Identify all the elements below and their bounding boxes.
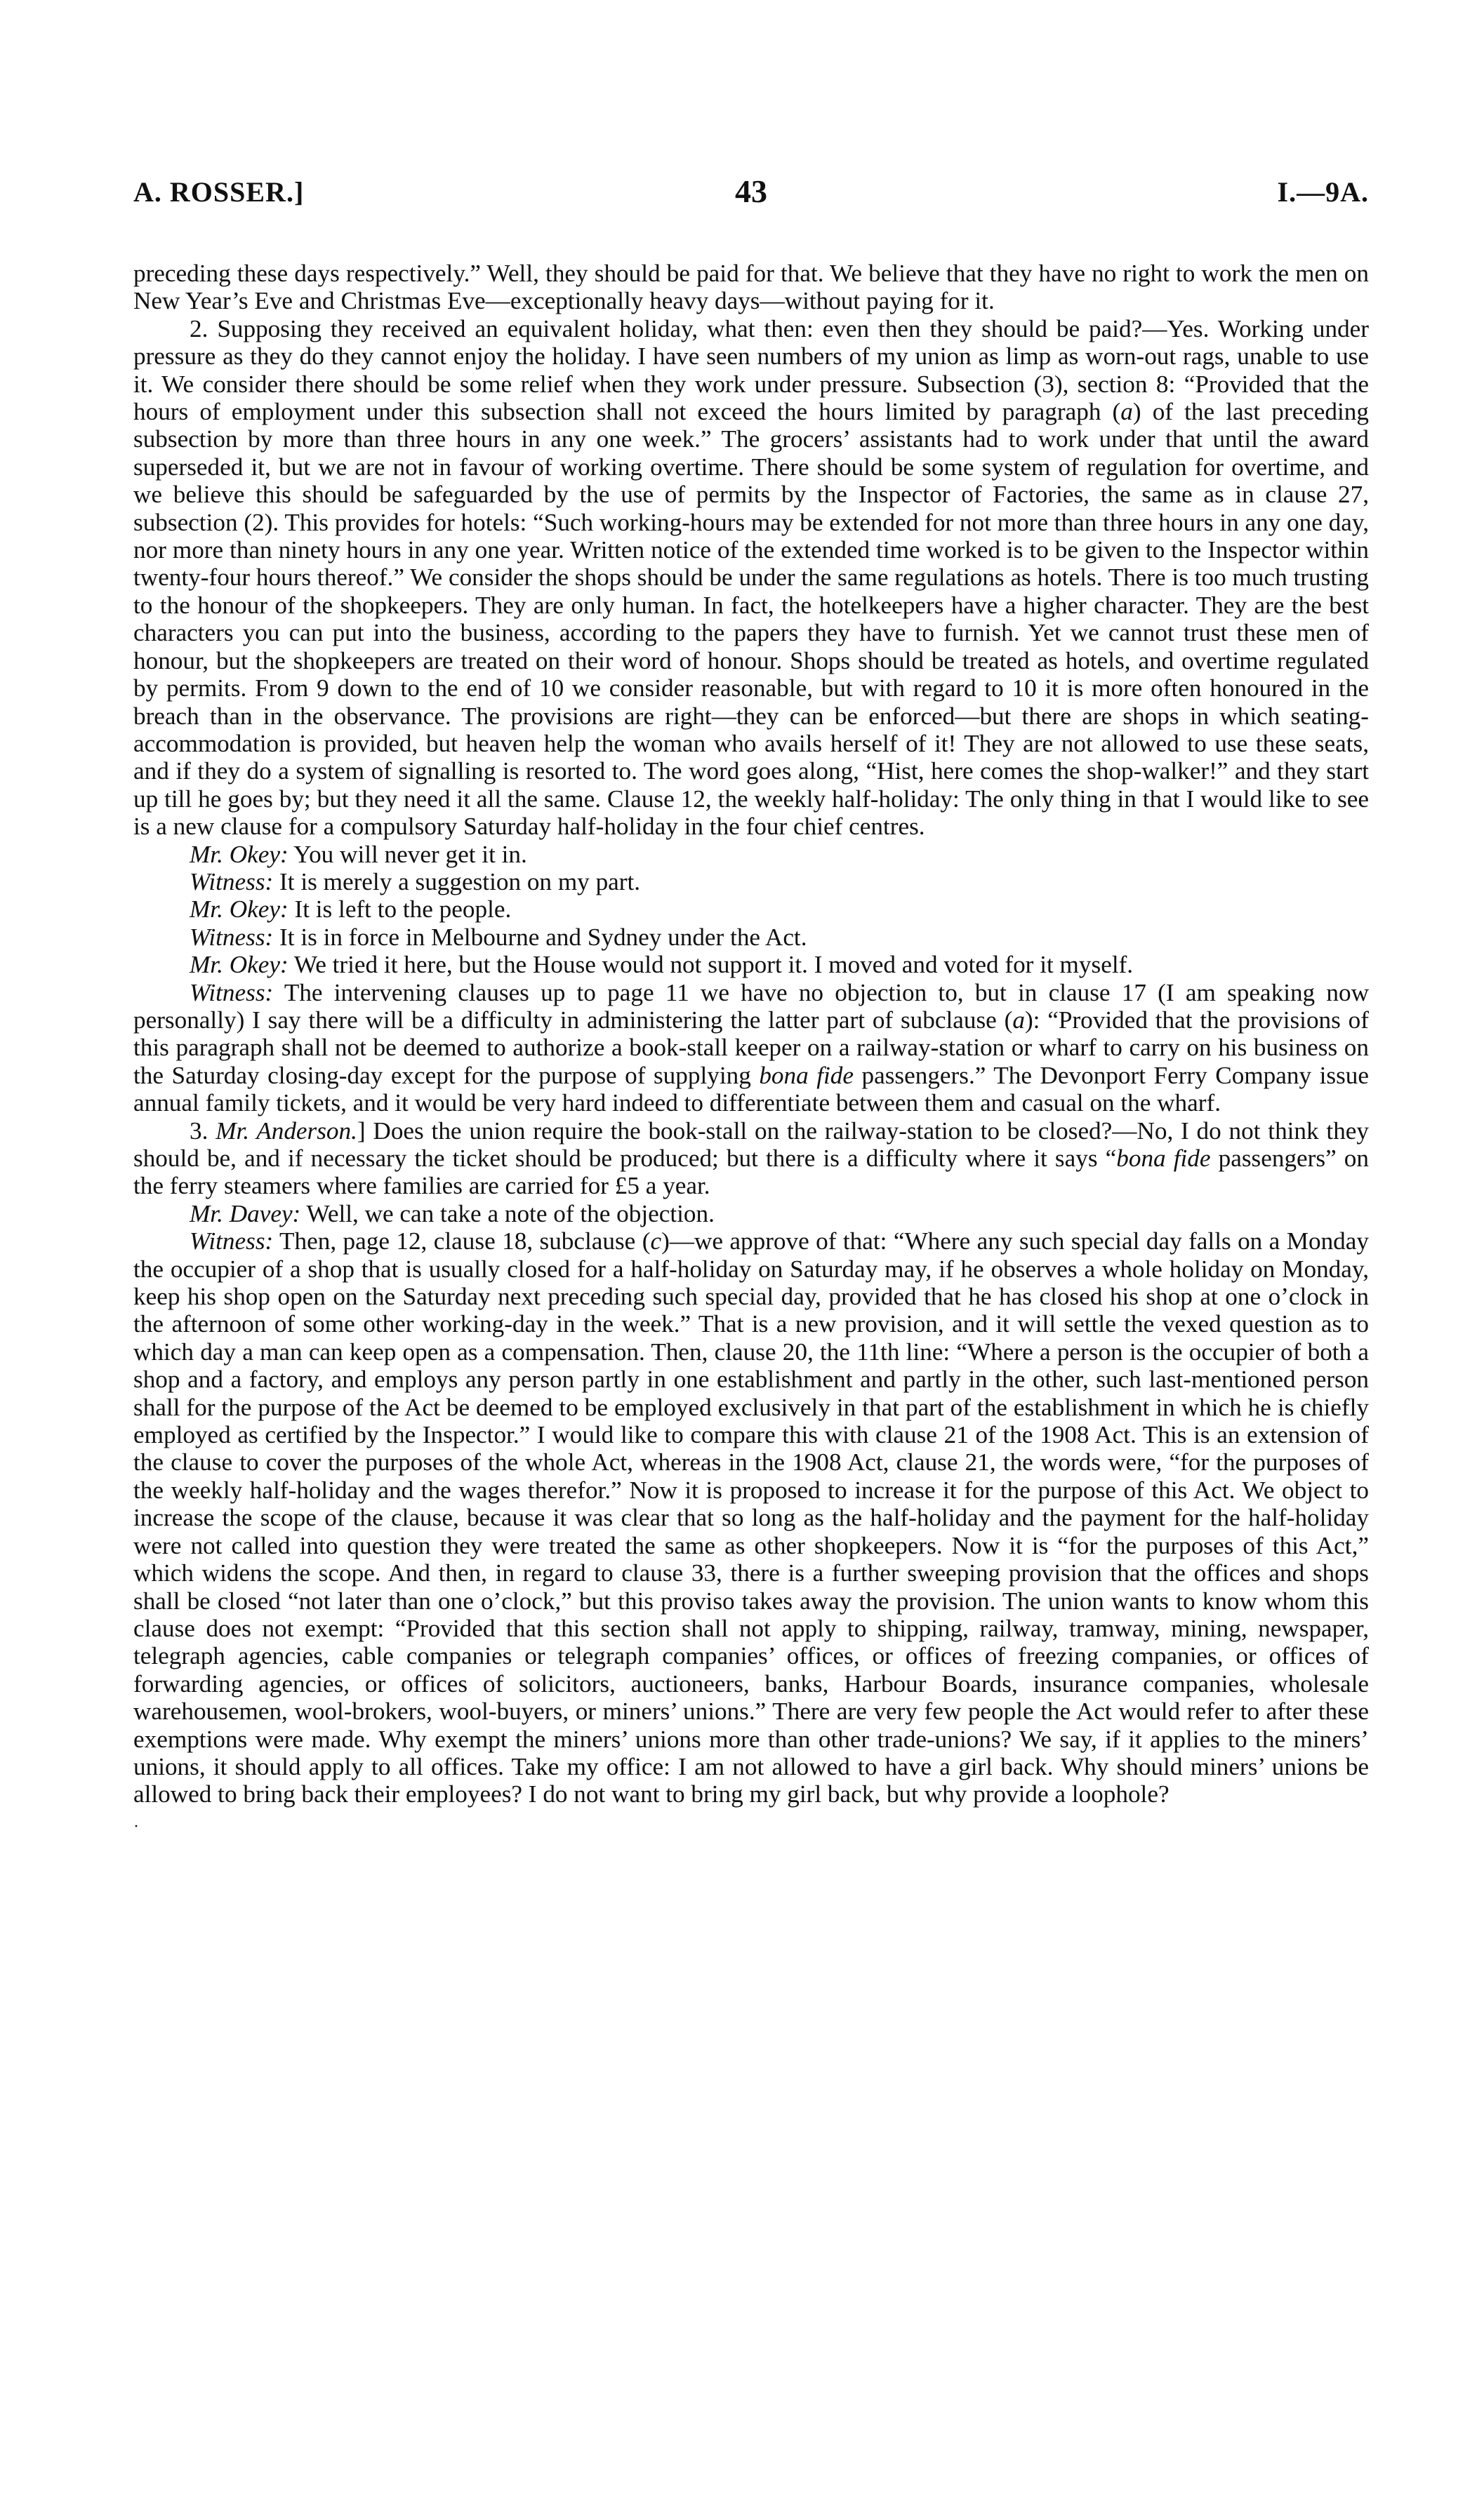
speaker-label: Witness:: [190, 867, 274, 895]
evidence-text: [133, 260, 1369, 1835]
dialogue-line: Mr. Okey: We tried it here, but the House would not support it. I moved and voted for it myself.: [190, 951, 1134, 979]
dialogue-line: Mr. Davey: Well, we can take a note of the objection.: [190, 1199, 715, 1227]
speaker-label: Mr. Okey:: [190, 951, 289, 979]
speaker-label: Mr. Davey:: [190, 1199, 301, 1227]
end-mark: ·: [133, 1817, 139, 1836]
paragraph-continued: preceding these days respectively.” Well, they should be paid for that. We believe that they have no right to work the men on New Year’s Eve and Christmas Eve—exceptionally heavy days—without paying for it.: [133, 260, 1369, 315]
dialogue-line: Witness: It is merely a suggestion on my part.: [190, 867, 641, 895]
paragraph-question-2: 2. Supposing they received an equivalent holiday, what then: even then they should be paid?—Yes. Working under pressure as they do they cannot enjoy the holiday. I have seen numbers of my union as limp as worn-out rags, unable to use it. We consider there should be some relief when they work under pressure. Subsection (3), section 8: “Provided that the hours of employment under this subsection shall not exceed the hours limited by paragraph (a) of the last preceding subsection by more than three hours in any one week.” The grocers’ assistants had to work under that until the award superseded it, but we are not in favour of working overtime. There should be some system of regulation for overtime, and we believe this should be safeguarded by the use of permits by the Inspector of Factories, the same as in clause 27, subsection (2). This provides for hotels: “Such working-hours may be extended for not more than three hours in any one day, nor more than ninety hours in any one year. Written notice of the extended time worked is to be given to the Inspector within twenty-four hours thereof.” We consider the shops should be under the same regulations as hotels. There is too much trusting to the honour of the shopkeepers. They are only human. In fact, the hotelkeepers have a higher character. They are the best characters you can put into the business, according to the papers they have to furnish. Yet we cannot trust these men of honour, but the shopkeepers are treated on their word of honour. Shops should be treated as hotels, and overtime regulated by permits. From 9 down to the end of 10 we consider reasonable, but with regard to 10 it is more often honoured in the breach than in the observance. The provisions are right—they can be enforced—but there are shops in which seating-accommodation is provided, but heaven help the woman who avails herself of it! They are not allowed to use these seats, and if they do a system of signalling is resorted to. The word goes along, “Hist, here comes the shop-walker!” and they start up till he goes by; but they need it all the same. Clause 12, the weekly half-holiday: The only thing in that I would like to see is a new clause for a compulsory Saturday half-holiday in the four chief centres.: [133, 314, 1369, 841]
dialogue-line: Mr. Okey: It is left to the people.: [190, 895, 512, 924]
paragraph-question-3: 3. Mr. Anderson.] Does the union require the book-stall on the railway-station to be closed?—No, I do not think they should be, and if necessary the ticket should be produced; but there is a difficulty where it says “bona fide passengers” on the ferry steamers where families are carried for £5 a year.: [133, 1116, 1369, 1200]
speaker-label: Witness:: [190, 978, 274, 1006]
header-paper-reference: I.—9A.: [1277, 176, 1369, 208]
document-page: [133, 175, 1369, 1835]
dialogue-line: Mr. Okey: You will never get it in.: [190, 840, 527, 868]
page-number: 43: [735, 173, 767, 209]
speaker-label: Witness:: [190, 1227, 274, 1255]
speaker-label: Mr. Okey:: [190, 840, 289, 868]
dialogue-line: Witness: It is in force in Melbourne and Sydney under the Act.: [190, 923, 807, 951]
dialogue-line: Witness: Then, page 12, clause 18, subclause (c)—we approve of that: “Where any such special day falls on a Monday the occupier of a shop that is usually closed for a half-holiday on Saturday may, if he observes a whole holiday on Monday, keep his shop open on the Saturday next preceding such special day, provided that he has closed his shop at one o’clock in the afternoon of some other working-day in the week.” That is a new provision, and it will settle the vexed question as to which day a man can keep open as a compensation. Then, clause 20, the 11th line: “Where a person is the occupier of both a shop and a factory, and employs any person partly in one establishment and partly in the other, such last-mentioned person shall for the purpose of the Act be deemed to be employed exclusively in that part of the establishment in which he is chiefly employed as certified by the Inspector.” I would like to compare this with clause 21 of the 1908 Act. This is an extension of the clause to cover the purposes of the whole Act, whereas in the 1908 Act, clause 21, the words were, “for the purposes of the weekly half-holiday and the wages therefor.” Now it is proposed to increase it for the purpose of this Act. We object to increase the scope of the clause, because it was clear that so long as the half-holiday and the payment for the half-holiday were not called into question they were treated the same as other shopkeepers. Now it is “for the purposes of this Act,” which widens the scope. And then, in regard to clause 33, there is a further sweeping provision that the offices and shops shall be closed “not later than one o’clock,” but this proviso takes away the provision. The union wants to know whom this clause does not exempt: “Provided that this section shall not apply to shipping, railway, tramway, mining, newspaper, telegraph agencies, cable companies or telegraph companies’ offices, or offices of freezing companies, or offices of forwarding agencies, or offices of solicitors, auctioneers, banks, Harbour Boards, insurance companies, wholesale warehousemen, wool-brokers, wool-buyers, or miners’ unions.” There are very few people the Act would refer to after these exemptions were made. Why exempt the miners’ unions more than other trade-unions? We say, if it applies to the miners’ unions, it should apply to all offices. Take my office: I am not allowed to have a girl back. Why should miners’ unions be allowed to bring back their employees? I do not want to bring my girl back, but why provide a loophole?: [133, 1227, 1369, 1808]
speaker-label: Mr. Okey:: [190, 895, 289, 924]
dialogue-line: Witness: The intervening clauses up to page 11 we have no objection to, but in clause 17 (I am speaking now personally) I say there will be a difficulty in administering the latter part of subclause (a): “Provided that the provisions of this paragraph shall not be deemed to authorize a book-stall keeper on a railway-station or wharf to carry on his business on the Saturday closing-day except for the purpose of supplying bona fide passengers.” The Devonport Ferry Company issue annual family tickets, and it would be very hard indeed to differentiate between them and casual on the wharf.: [133, 978, 1369, 1117]
speaker-label: Mr. Anderson.: [216, 1116, 357, 1145]
speaker-label: Witness:: [190, 923, 274, 951]
header-witness-name: A. ROSSER.]: [133, 176, 305, 208]
page-header: [133, 175, 1369, 225]
